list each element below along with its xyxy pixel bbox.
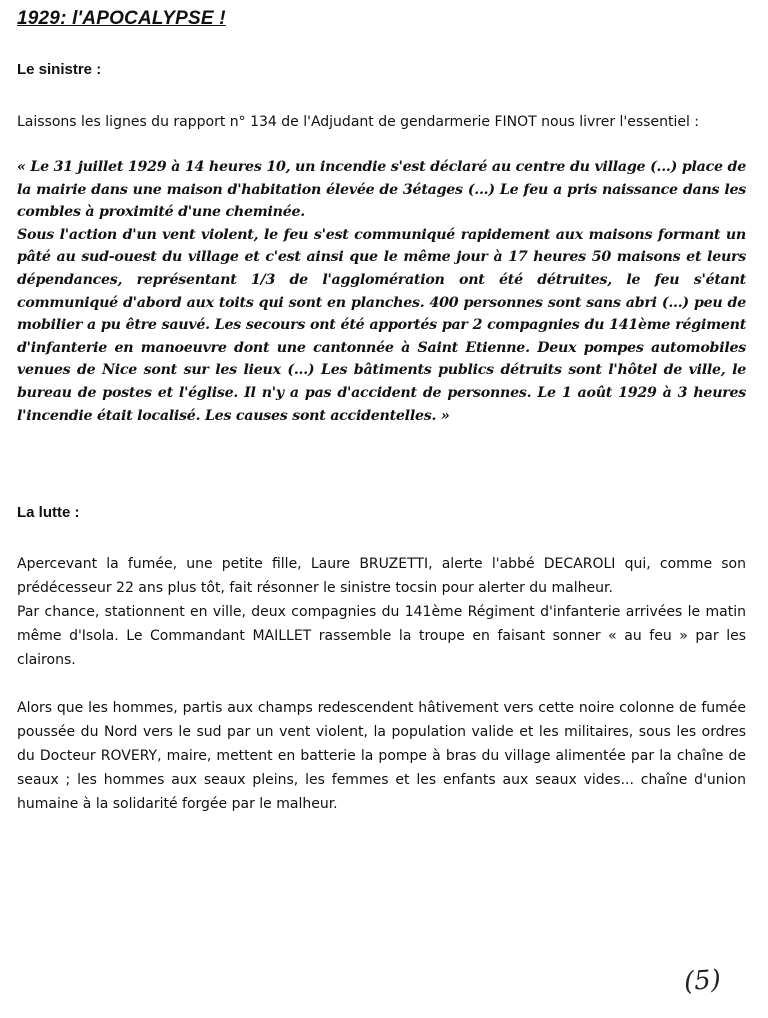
intro-paragraph	[17, 110, 746, 134]
section-heading-lutte: La lutte :	[17, 504, 80, 522]
lutte-paragraph-3: Alors que les hommes, partis aux champs redescendent hâtivement vers cette noire colonne de fumée poussée du Nord vers le sud par un vent violent, la population valide et les militaires, sous les ordres du Docteur ROVERY, maire, mettent en batterie la pompe à bras du village alimentée par la chaîne de seaux ; les hommes aux seaux pleins, les femmes et les enfants aux seaux vides... chaîne d'union humaine à la solidarité forgée par le malheur.	[17, 700, 746, 813]
intro-text: Laissons les lignes du rapport n° 134 de l'Adjudant de gendarmerie FINOT nous livrer l'essentiel :	[17, 114, 700, 130]
page-number: (5)	[682, 964, 722, 998]
lutte-paragraph-1: Apercevant la fumée, une petite fille, Laure BRUZETTI, alerte l'abbé DECAROLI qui, comme son prédécesseur 22 ans plus tôt, fait résonner le sinistre tocsin pour alerter du malheur.	[17, 556, 746, 597]
document-title: 1929: l'APOCALYPSE !	[17, 8, 226, 29]
quote-paragraph-1: « Le 31 juillet 1929 à 14 heures 10, un incendie s'est déclaré au centre du village (...) place de la mairie dans une maison d'habitation élevée de 3étages (...) Le feu a pris naissance dans les combles à proximité d'une cheminée.	[17, 159, 746, 221]
report-quote	[17, 156, 746, 427]
quote-paragraph-2: Sous l'action d'un vent violent, le feu s'est communiqué rapidement aux maisons formant un pâté au sud-ouest du village et c'est ainsi que le même jour à 17 heures 50 maisons et leurs dépendances, représentant 1/3 de l'agglomération ont été détruites, le feu s'étant communiqué d'abord aux toits qui sont en planches. 400 personnes sont sans abri (...) peu de mobilier a pu être sauvé. Les secours ont été apportés par 2 compagnies du 141ème régiment d'infanterie en manoeuvre dont une cantonnée à Saint Etienne. Deux pompes automobiles venues de Nice sont sur les lieux (...) Les bâtiments publics détruits sont l'hôtel de ville, le bureau de postes et l'église. Il n'y a pas d'accident de personnes. Le 1 août 1929 à 3 heures l'incendie était localisé. Les causes sont accidentelles. »	[17, 226, 746, 424]
lutte-paragraph-2: Par chance, stationnent en ville, deux compagnies du 141ème Régiment d'infanterie arrivées le matin même d'Isola. Le Commandant MAILLET rassemble la troupe en faisant sonner « au feu » par les clairons.	[17, 604, 746, 669]
section-heading-sinistre: Le sinistre :	[17, 61, 102, 78]
lutte-paragraphs	[17, 552, 746, 672]
hommes-paragraph	[17, 696, 746, 816]
